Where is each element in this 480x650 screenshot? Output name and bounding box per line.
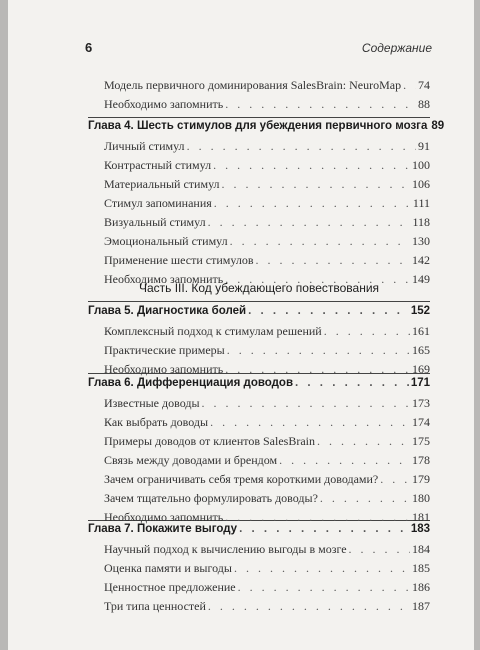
toc-entry-page: 106 [412,177,430,191]
toc-entry-page: 171 [410,377,430,389]
running-header-title: Содержание [361,41,432,55]
toc-section-entry [104,272,430,287]
toc-entry-page: 178 [412,453,430,467]
book-page [8,0,474,650]
toc-section-entry [104,561,430,576]
toc-section-entry [104,177,430,192]
toc-entry-title: Ценностное предложение [104,580,236,594]
dot-leader [248,305,409,317]
toc-section-entry [104,415,430,430]
toc-entry-title: Материальный стимул [104,177,220,191]
dot-leader [227,343,410,358]
dot-leader [208,599,410,614]
toc-chapter-entry [88,305,430,317]
toc-section-entry [104,453,430,468]
toc-entry-title: Связь между доводами и брендом [104,453,278,467]
toc-entry-page: 185 [412,561,430,575]
dot-leader [256,253,411,268]
toc-entry-page: 74 [418,78,430,92]
toc-entry-page: 173 [412,396,430,410]
toc-entry-title: Эмоциональный стимул [104,234,228,248]
dot-leader [239,523,409,535]
dot-leader [295,377,409,389]
toc-entry-title: Практические примеры [104,343,225,357]
toc-chapter-entry [88,523,430,535]
toc-entry-title: Как выбрать доводы [104,415,209,429]
toc-section-entry [104,542,430,557]
toc-entry-page: 149 [412,272,430,286]
toc-section-entry [104,491,430,506]
toc-entry-page: 179 [412,472,430,486]
toc-entry-page: 91 [418,139,430,153]
toc-section-entry [104,78,430,93]
page-number: 6 [85,40,93,55]
dot-leader [324,324,410,339]
dot-leader [238,580,410,595]
chapter-rule [88,117,430,118]
dot-leader [187,139,416,154]
toc-entry-title: Три типа ценностей [104,599,206,613]
toc-entry-page: 183 [410,523,430,535]
toc-section-entry [104,472,430,487]
toc-entry-page: 118 [412,215,430,229]
toc-entry-title: Применение шести стимулов [104,253,254,267]
toc-entry-page: 89 [431,120,445,132]
toc-entry-title: Модель первичного доминирования SalesBrain: NeuroMap [104,78,402,92]
toc-entry-page: 187 [412,599,430,613]
toc-entry-title: Необходимо запомнить [104,510,224,524]
toc-entry-page: 165 [412,343,430,357]
toc-section-entry [104,196,430,211]
toc-entry-page: 142 [412,253,430,267]
toc-entry-title: Зачем тщательно формулировать доводы? [104,491,318,505]
toc-section-entry [104,434,430,449]
toc-entry-title: Комплексный подход к стимулам решений [104,324,322,338]
toc-entry-page: 184 [412,542,430,556]
toc-section-entry [104,139,430,154]
toc-section-entry [104,599,430,614]
toc-chapter-entry [88,377,430,389]
toc-entry-title: Зачем ограничивать себя тремя короткими доводами? [104,472,379,486]
toc-section-entry [104,215,430,230]
toc-entry-title: Необходимо запомнить [104,97,224,111]
dot-leader [225,97,416,112]
dot-leader [230,234,410,249]
toc-entry-page: 181 [412,510,430,524]
toc-entry-title: Контрастный стимул [104,158,212,172]
toc-section-entry [104,362,430,377]
toc-section-entry [104,97,430,112]
toc-entry-page: 180 [412,491,430,505]
dot-leader [213,158,410,173]
toc-entry-title: Необходимо запомнить [104,362,224,376]
toc-entry-title: Личный стимул [104,139,185,153]
dot-leader [279,453,410,468]
toc-entry-title: Необходимо запомнить [104,272,224,286]
toc-section-entry [104,253,430,268]
toc-entry-title: Глава 6. Дифференциация доводов [88,377,294,389]
dot-leader [234,561,410,576]
dot-leader [208,215,411,230]
chapter-rule [88,301,430,302]
dot-leader [202,396,410,411]
part-title: Часть III. Код убеждающего повествования [138,281,380,295]
dot-leader [225,362,410,377]
toc-entry-page: 152 [410,305,430,317]
toc-entry-title: Научный подход к вычислению выгоды в мозге [104,542,347,556]
toc-entry-page: 100 [412,158,430,172]
toc-entry-title: Оценка памяти и выгоды [104,561,232,575]
dot-leader [317,434,410,449]
toc-entry-page: 169 [412,362,430,376]
toc-entry-page: 130 [412,234,430,248]
toc-entry-page: 161 [412,324,430,338]
toc-entry-page: 88 [418,97,430,111]
toc-entry-page: 186 [412,580,430,594]
toc-section-entry [104,580,430,595]
toc-section-entry [104,343,430,358]
toc-entry-title: Стимул запоминания [104,196,212,210]
toc-entry-page: 175 [412,434,430,448]
toc-section-entry [104,234,430,249]
dot-leader [403,78,416,93]
toc-entry-title: Визуальный стимул [104,215,206,229]
toc-entry-page: 174 [412,415,430,429]
toc-entry-title: Глава 5. Диагностика болей [88,305,247,317]
dot-leader [349,542,410,557]
toc-entry-title: Известные доводы [104,396,200,410]
toc-entry-title: Примеры доводов от клиентов SalesBrain [104,434,316,448]
dot-leader [222,177,410,192]
dot-leader [214,196,411,211]
dot-leader [380,472,410,487]
toc-section-entry [104,396,430,411]
toc-section-entry [104,324,430,339]
toc-chapter-entry [88,120,445,132]
toc-entry-title: Глава 7. Покажите выгоду [88,523,238,535]
toc-section-entry [104,158,430,173]
toc-entry-page: 111 [412,196,430,210]
dot-leader [320,491,410,506]
dot-leader [210,415,410,430]
toc-entry-title: Глава 4. Шесть стимулов для убеждения первичного мозга [88,120,428,132]
dot-leader [225,272,410,287]
